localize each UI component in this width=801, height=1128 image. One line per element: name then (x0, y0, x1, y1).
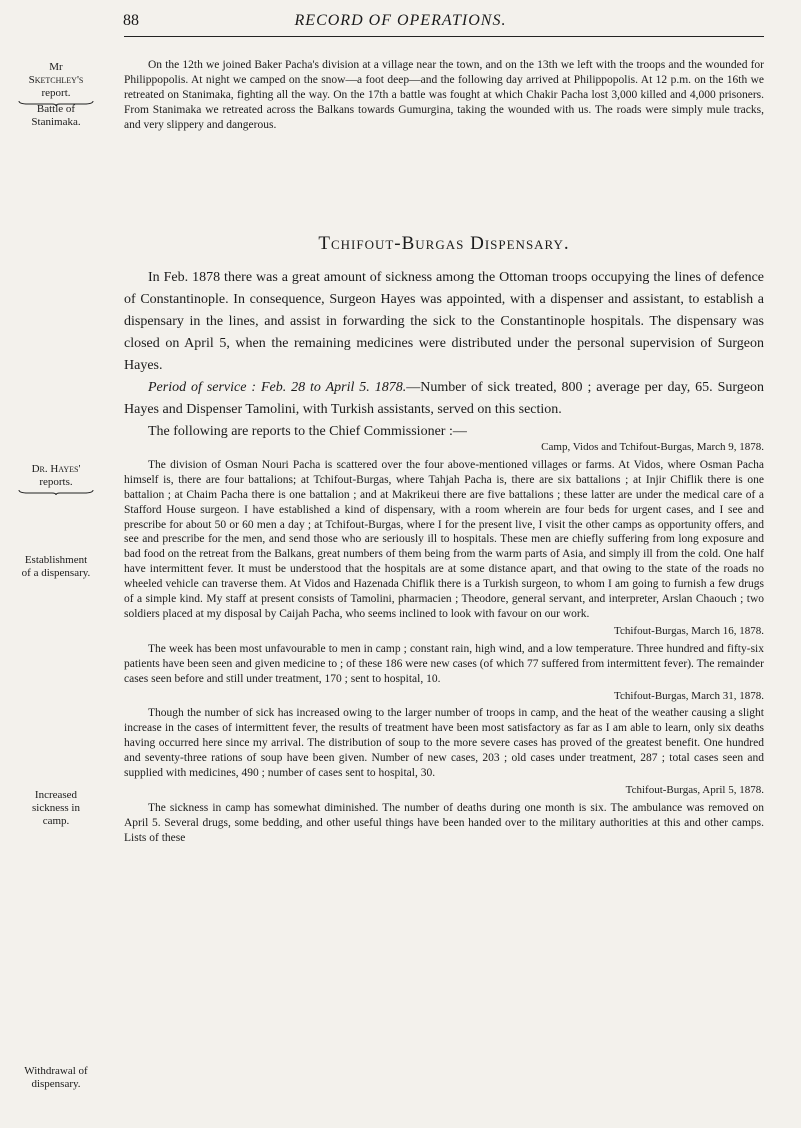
report-text: The week has been most unfavourable to men in camp ; constant rain, high wind, and a low temperature. Three hundred and fifty-six patients have been seen and given medicine to ; of these 186 were new cases (of which 77 suffered from intermittent fever). The remainder cases seen before and still under treatment, 170 ; sent to hospital, 10. (124, 642, 764, 685)
report-text: The sickness in camp has somewhat diminished. The number of deaths during one month is six. The ambulance was removed on April 5. Several drugs, some bedding, and other useful things have been handed over to the military authorities at this and other camps. Lists of these (124, 801, 764, 844)
margin-note-line: sickness in (32, 802, 80, 814)
margin-note-line: of a dispensary. (21, 567, 91, 579)
report-dateline: Tchifout-Burgas, March 16, 1878. (614, 624, 764, 637)
reports-intro: The following are reports to the Chief Commissioner :— (148, 424, 467, 439)
section-paragraph: In Feb. 1878 there was a great amount of sickness among the Ottoman troops occupying the lines of defence of Constantinople. In consequence, Surgeon Hayes was appointed, with a dispenser and assistant, to establish a dispensary in the lines, and assist in forwarding the sick to the Constantinople hospitals. The dispensary was closed on April 5, when the remaining medicines were distributed under the personal supervision of Surgeon Hayes. (124, 270, 764, 373)
section-title: Tchifout-Burgas Dispensary. (318, 233, 570, 254)
margin-note-battle (6, 103, 106, 129)
margin-note-line: reports. (39, 476, 73, 488)
margin-note-line: Dr. Hayes' (31, 463, 81, 475)
report-text: Though the number of sick has increased owing to the larger number of troops in camp, and the heat of the weather causing a slight increase in the cases of intermittent fever, the results of treatment have been most satisfactory as far as I am able to learn, only six deaths having occurred here since my arrival. The distribution of soup to the more severe cases has proved of the greatest benefit. One hundred and seventy-three rations of soup have been given. Number of new cases, 203 ; old cases under treatment, 287 ; total cases seen and supplied with medicines, 490 ; number of cases sent to hospital, 30. (124, 707, 764, 780)
margin-note-line: Withdrawal of (24, 1065, 88, 1077)
service-period: Period of service : Feb. 28 to April 5. 1878. (148, 380, 407, 395)
page-header (0, 6, 801, 50)
page-number: 88 (123, 12, 139, 29)
intro-paragraph: On the 12th we joined Baker Pacha's division at a village near the town, and on the 13th we left with the troops and the wounded for Philippopolis. At night we camped on the snow—a foot deep—and the following day arrived at Philippopolis. At 12 p.m. on the 16th we retreated on Stanimaka, fighting all the way. On the 17th a battle was fought at which Chakir Pacha lost 3,000 killed and 4,000 prisoners. From Stanimaka we retreated across the Balkans towards Gumurgina, taking the wounded with us. The roads were simply mule tracks, and very slippery and dangerous. (124, 59, 764, 131)
margin-note-line: Increased (34, 789, 78, 801)
margin-note-increased (6, 789, 106, 828)
margin-note-hayes (6, 463, 106, 495)
margin-note-line: Sketchley's (28, 74, 84, 86)
header-rule (124, 36, 764, 37)
margin-note-withdrawal (6, 1065, 106, 1091)
intro-block (124, 58, 764, 133)
section-intro (124, 267, 764, 443)
running-head: RECORD OF OPERATIONS. (294, 12, 507, 29)
report-dateline: Tchifout-Burgas, March 31, 1878. (614, 689, 764, 702)
report-dateline: Tchifout-Burgas, April 5, 1878. (625, 783, 764, 796)
margin-note-line: Establishment (24, 554, 88, 566)
margin-note-sketchley (6, 61, 106, 106)
service-details: —Number of sick treated, 800 ; average per day, 65. Surgeon Hayes and Dispenser Tamolini, with Turkish assistants, served on this section. (124, 380, 765, 417)
report-dateline: Camp, Vidos and Tchifout-Burgas, March 9, 1878. (541, 441, 764, 453)
brace-icon (18, 489, 94, 495)
margin-note-line: Battle of (36, 103, 76, 115)
reports-block (124, 438, 764, 846)
service-paragraph (124, 377, 764, 421)
margin-note-line: camp. (42, 815, 70, 827)
margin-note-establishment (6, 554, 106, 580)
margin-note-line: Stanimaka. (31, 116, 81, 128)
margin-note-line: Mr (49, 61, 63, 73)
report-text: The division of Osman Nouri Pacha is scattered over the four above-mentioned villages or farms. At Vidos, where Osman Pacha himself is, there are four battalions; at Tchifout-Burgas, where Tahjah Pacha is, there are six battalions ; at Injir Chiflik there is one battalion ; at Chaim Pacha there is one battalion ; and at Makrikeui there are five battalions ; these latter are under the medical care of a Stafford House surgeon. I have established a kind of dispensary, with a room wherein are four beds for urgent cases, and I see and prescribe for about 50 or 60 men a day ; at Tchifout-Burgas, where I for the present live, I visit the other camps as opportunity offers, and see and prescribe for the men, and send those who are seriously ill to hospitals. These men are chiefly suffering from long exposure and bad food on the retreat from the Balkans, great numbers of them being from the warm parts of Asia, and simply ill from the cold. One half have intermittent fever. It must be understood that the hospitals are at some distance apart, and that owing to the state of the roads no wheeled vehicle can traverse them. At Vidos and Hazenada Chiflik there is a Turkish surgeon, to whom I am going to furnish a few drugs of a simple kind. My staff at present consists of Tamolini, pharmacien ; Theodore, general servant, and interpreter, Arslan Chaouch ; two soldiers placed at my disposal by Caijah Pacha, who seems inclined to look with favour on our work. (124, 458, 764, 620)
margin-note-line: dispensary. (31, 1078, 81, 1090)
margin-note-line: report. (41, 87, 71, 99)
